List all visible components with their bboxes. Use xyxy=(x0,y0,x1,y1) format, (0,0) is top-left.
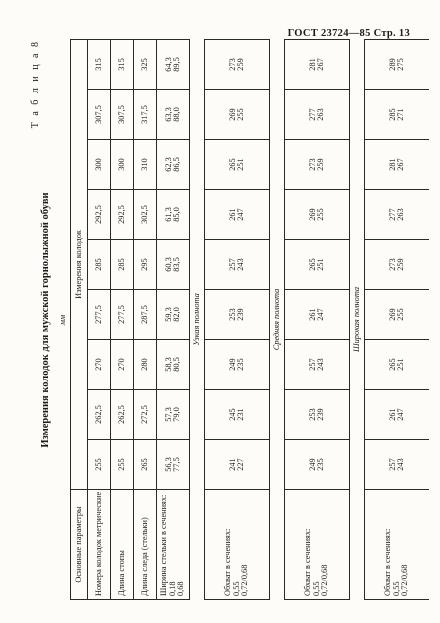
value-pair xyxy=(309,108,326,120)
value-pair xyxy=(309,158,326,170)
value-cell: 295 xyxy=(134,240,157,290)
param-header: Основные параметры xyxy=(71,490,88,600)
value-pair xyxy=(389,158,406,170)
value-bottom: 239 xyxy=(236,308,245,321)
value-bottom: 235 xyxy=(316,458,325,471)
value-cell xyxy=(157,90,190,140)
value-cell xyxy=(365,290,430,340)
value-top: 58,3 xyxy=(163,357,173,372)
section-heading: Широкая полнота xyxy=(350,39,365,599)
row-girth xyxy=(285,39,350,599)
row-label: Длина следа (стельки) xyxy=(134,490,157,600)
value-pair xyxy=(389,208,406,220)
value-cell: 292,5 xyxy=(88,190,111,240)
value-cell: 317,5 xyxy=(134,90,157,140)
table-label: Т а б л и ц а 8 xyxy=(30,40,41,129)
value-pair xyxy=(229,108,246,120)
value-pair xyxy=(165,207,182,222)
value-pair xyxy=(229,358,246,370)
value-top: 257 xyxy=(307,358,317,371)
value-bottom: 80,5 xyxy=(172,357,181,372)
row-label xyxy=(205,490,270,600)
value-pair xyxy=(229,458,246,470)
value-cell xyxy=(285,90,350,140)
value-pair xyxy=(389,458,406,470)
value-top: 273 xyxy=(387,258,397,271)
measurement-table xyxy=(70,39,429,600)
value-cell xyxy=(157,39,190,89)
value-cell: 265 xyxy=(134,440,157,490)
row-sub-2: 0,68 xyxy=(176,581,186,596)
value-pair xyxy=(165,257,182,272)
value-pair xyxy=(229,208,246,220)
value-cell xyxy=(365,140,430,190)
value-top: 261 xyxy=(387,408,397,421)
value-cell: 300 xyxy=(88,140,111,190)
value-top: 249 xyxy=(307,458,317,471)
value-cell: 310 xyxy=(134,140,157,190)
value-bottom: 79,0 xyxy=(172,407,181,422)
value-top: 269 xyxy=(307,208,317,221)
value-cell xyxy=(205,190,270,240)
rotated-page xyxy=(28,40,414,600)
value-cell: 325 xyxy=(134,39,157,89)
value-cell xyxy=(285,340,350,390)
value-cell xyxy=(205,390,270,440)
value-cell xyxy=(157,240,190,290)
value-cell xyxy=(205,290,270,340)
value-top: 273 xyxy=(307,158,317,171)
row-number xyxy=(88,39,111,599)
row-label xyxy=(285,490,350,600)
row-girth xyxy=(365,39,430,599)
value-top: 281 xyxy=(387,158,397,171)
value-top: 257 xyxy=(387,458,397,471)
value-cell xyxy=(157,290,190,340)
value-cell: 270 xyxy=(88,340,111,390)
section-heading-row xyxy=(350,39,365,599)
value-pair xyxy=(389,358,406,370)
value-pair xyxy=(309,458,326,470)
value-bottom: 235 xyxy=(236,358,245,371)
value-top: 62,3 xyxy=(163,157,173,172)
value-bottom: 243 xyxy=(236,258,245,271)
section-heading-row xyxy=(270,39,285,599)
value-top: 253 xyxy=(307,408,317,421)
value-bottom: 255 xyxy=(236,108,245,121)
row-girth xyxy=(205,39,270,599)
value-cell: 270 xyxy=(111,340,134,390)
value-pair xyxy=(165,57,182,72)
value-bottom: 259 xyxy=(316,158,325,171)
value-bottom: 247 xyxy=(316,308,325,321)
row-label-text: Ширина стельки в сечениях: xyxy=(158,494,168,596)
value-cell xyxy=(285,290,350,340)
value-top: 281 xyxy=(307,58,317,71)
value-top: 56,3 xyxy=(163,457,173,472)
value-cell xyxy=(365,90,430,140)
value-cell: 285 xyxy=(111,240,134,290)
row-sub-1: 0,18 xyxy=(167,581,177,596)
value-bottom: 82,0 xyxy=(172,307,181,322)
value-cell xyxy=(365,340,430,390)
value-pair xyxy=(309,258,326,270)
value-cell xyxy=(205,90,270,140)
row-sub: 0,72/0,68 xyxy=(400,564,410,596)
value-cell xyxy=(205,340,270,390)
row-sub: 0,55 xyxy=(391,581,401,596)
value-cell xyxy=(365,240,430,290)
value-bottom: 259 xyxy=(396,258,405,271)
value-bottom: 89,5 xyxy=(172,57,181,72)
value-pair xyxy=(309,58,326,70)
value-bottom: 251 xyxy=(396,358,405,371)
value-top: 245 xyxy=(227,408,237,421)
value-bottom: 255 xyxy=(396,308,405,321)
value-top: 261 xyxy=(307,308,317,321)
value-bottom: 267 xyxy=(396,158,405,171)
value-cell xyxy=(365,440,430,490)
value-top: 241 xyxy=(227,458,237,471)
value-pair xyxy=(389,108,406,120)
value-top: 253 xyxy=(227,308,237,321)
value-cell: 280 xyxy=(134,340,157,390)
value-cell: 307,5 xyxy=(88,90,111,140)
value-pair xyxy=(165,407,182,422)
value-cell: 300 xyxy=(111,140,134,190)
value-bottom: 247 xyxy=(396,408,405,421)
value-cell xyxy=(157,440,190,490)
row-label: Номера колодок метрические xyxy=(88,490,111,600)
value-bottom: 83,5 xyxy=(172,257,181,272)
value-cell xyxy=(285,240,350,290)
value-bottom: 231 xyxy=(236,408,245,421)
value-cell xyxy=(285,440,350,490)
value-pair xyxy=(229,258,246,270)
value-pair xyxy=(229,308,246,320)
value-cell: 262,5 xyxy=(88,390,111,440)
value-pair xyxy=(165,457,182,472)
value-bottom: 255 xyxy=(316,208,325,221)
value-pair xyxy=(309,358,326,370)
value-cell: 277,5 xyxy=(111,290,134,340)
value-cell: 287,5 xyxy=(134,290,157,340)
value-cell xyxy=(205,440,270,490)
value-pair xyxy=(389,408,406,420)
value-top: 61,3 xyxy=(163,207,173,222)
value-cell: 255 xyxy=(88,440,111,490)
value-cell xyxy=(285,39,350,89)
value-pair xyxy=(309,308,326,320)
value-cell: 255 xyxy=(111,440,134,490)
value-cell: 272,5 xyxy=(134,390,157,440)
value-bottom: 271 xyxy=(396,108,405,121)
group-header: Измерения колодок xyxy=(71,39,88,489)
value-top: 265 xyxy=(387,358,397,371)
value-pair xyxy=(165,357,182,372)
value-cell: 262,5 xyxy=(111,390,134,440)
value-top: 269 xyxy=(387,308,397,321)
value-cell: 292,5 xyxy=(111,190,134,240)
value-bottom: 86,5 xyxy=(172,157,181,172)
row-label: Длина стопы xyxy=(111,490,134,600)
value-top: 60,3 xyxy=(163,257,173,272)
value-top: 285 xyxy=(387,108,397,121)
value-cell xyxy=(365,390,430,440)
value-cell xyxy=(365,39,430,89)
value-bottom: 239 xyxy=(316,408,325,421)
value-top: 257 xyxy=(227,258,237,271)
value-pair xyxy=(309,408,326,420)
value-pair xyxy=(389,308,406,320)
value-pair xyxy=(165,107,182,122)
value-bottom: 263 xyxy=(396,208,405,221)
value-bottom: 77,5 xyxy=(172,457,181,472)
value-bottom: 85,0 xyxy=(172,207,181,222)
value-top: 249 xyxy=(227,358,237,371)
row-trace-length xyxy=(134,39,157,599)
value-bottom: 267 xyxy=(316,58,325,71)
value-bottom: 243 xyxy=(316,358,325,371)
value-bottom: 275 xyxy=(396,58,405,71)
value-pair xyxy=(229,158,246,170)
row-foot-length xyxy=(111,39,134,599)
value-pair xyxy=(389,258,406,270)
value-cell xyxy=(285,190,350,240)
value-cell: 277,5 xyxy=(88,290,111,340)
value-bottom: 88,0 xyxy=(172,107,181,122)
value-bottom: 251 xyxy=(316,258,325,271)
value-cell xyxy=(157,140,190,190)
value-bottom: 227 xyxy=(236,458,245,471)
value-pair xyxy=(165,307,182,322)
value-pair xyxy=(389,58,406,70)
value-top: 64,3 xyxy=(163,57,173,72)
value-top: 269 xyxy=(227,108,237,121)
row-label-text: Обхват в сечениях: xyxy=(382,528,392,596)
value-top: 265 xyxy=(227,158,237,171)
value-top: 63,3 xyxy=(163,107,173,122)
row-label xyxy=(365,490,430,600)
page-header: ГОСТ 23724—85 Стр. 13 xyxy=(287,28,410,39)
row-sub: 0,72/0,68 xyxy=(240,564,250,596)
value-bottom: 247 xyxy=(236,208,245,221)
table-unit: мм xyxy=(58,314,67,326)
value-bottom: 243 xyxy=(396,458,405,471)
value-pair xyxy=(229,58,246,70)
table-title: Измерения колодок для мужской горнолыжной обуви xyxy=(40,192,51,448)
value-cell xyxy=(205,240,270,290)
row-label xyxy=(157,490,190,600)
value-cell xyxy=(205,140,270,190)
value-bottom: 259 xyxy=(236,58,245,71)
row-sub: 0,72/0,68 xyxy=(320,564,330,596)
value-cell xyxy=(157,390,190,440)
value-cell: 302,5 xyxy=(134,190,157,240)
value-pair xyxy=(309,208,326,220)
value-cell: 315 xyxy=(111,39,134,89)
row-sub: 0,55 xyxy=(231,581,241,596)
value-top: 277 xyxy=(307,108,317,121)
section-heading: Средняя полнота xyxy=(270,39,285,599)
value-cell xyxy=(285,140,350,190)
value-top: 273 xyxy=(227,58,237,71)
value-cell: 285 xyxy=(88,240,111,290)
value-bottom: 263 xyxy=(316,108,325,121)
value-cell xyxy=(157,340,190,390)
section-heading: Узкая полнота xyxy=(190,39,205,599)
value-pair xyxy=(229,408,246,420)
value-cell xyxy=(285,390,350,440)
value-cell: 307,5 xyxy=(111,90,134,140)
value-cell xyxy=(157,190,190,240)
value-cell: 315 xyxy=(88,39,111,89)
value-top: 277 xyxy=(387,208,397,221)
value-top: 265 xyxy=(307,258,317,271)
section-heading-row xyxy=(190,39,205,599)
value-cell xyxy=(365,190,430,240)
value-bottom: 251 xyxy=(236,158,245,171)
value-top: 57,3 xyxy=(163,407,173,422)
value-top: 289 xyxy=(387,58,397,71)
row-sub: 0,55 xyxy=(311,581,321,596)
row-insole-width xyxy=(157,39,190,599)
value-pair xyxy=(165,157,182,172)
value-top: 261 xyxy=(227,208,237,221)
row-label-text: Обхват в сечениях: xyxy=(222,528,232,596)
value-top: 59,3 xyxy=(163,307,173,322)
row-label-text: Обхват в сечениях: xyxy=(302,528,312,596)
value-cell xyxy=(205,39,270,89)
